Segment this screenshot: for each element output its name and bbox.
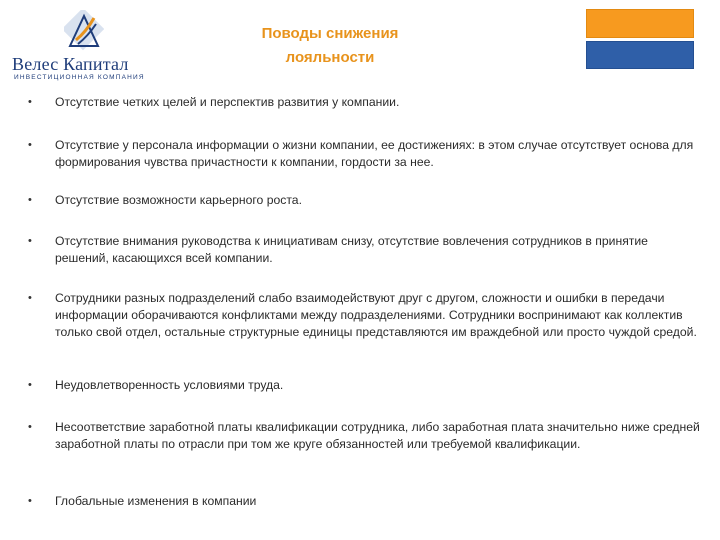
list-item-text: Глобальные изменения в компании: [55, 494, 257, 508]
list-item-text: Неудовлетворенность условиями труда.: [55, 378, 284, 392]
logo-subtitle: ИНВЕСТИЦИОННАЯ КОМПАНИЯ: [14, 74, 145, 81]
slide-title-line-2: лояльности: [285, 49, 375, 66]
list-item-text: Отсутствие у персонала информации о жизни компании, ее достижениях: в этом случае отсутствует основа для формирования чувства причастности к компании, гордости за нее.: [55, 138, 694, 169]
list-item-text: Отсутствие четких целей и перспектив развития у компании.: [55, 95, 400, 109]
bullet-marker: •: [28, 495, 32, 507]
list-item-text: Несоответствие заработной платы квалификации сотрудника, либо заработная плата значительно ниже средней заработной платы по отрасли при том же круге обязанностей или требуемой квалификации.: [55, 420, 700, 451]
bullet-marker: •: [28, 379, 32, 391]
logo-name: Велес Капитал: [12, 54, 129, 74]
slide-title-line-1: Поводы снижения: [261, 25, 399, 42]
bullet-marker: •: [28, 96, 32, 108]
bullet-marker: •: [28, 421, 32, 433]
list-item-text: Отсутствие возможности карьерного роста.: [55, 193, 302, 207]
list-item-text: Сотрудники разных подразделений слабо взаимодействуют друг с другом, сложности и ошибки в передачи информации оборачиваются конфликтами между подразделениями. Сотрудники воспринимают как коллектив только свой отдел, остальные структурные единицы представляются им враждебной или просто чуждой средой.: [55, 291, 697, 339]
bullet-marker: •: [28, 235, 32, 247]
list-item-text: Отсутствие внимания руководства к инициативам снизу, отсутствие вовлечения сотрудников в принятие решений, касающихся всей компании.: [55, 234, 648, 265]
bullet-marker: •: [28, 139, 32, 151]
bullet-marker: •: [28, 292, 32, 304]
bullet-marker: •: [28, 194, 32, 206]
